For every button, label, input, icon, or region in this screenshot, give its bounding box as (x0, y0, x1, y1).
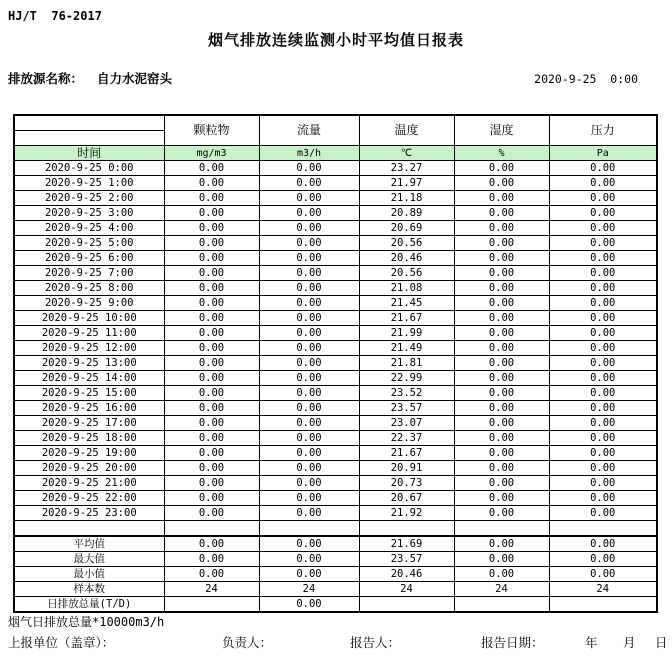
value-cell: 0.00 (454, 461, 549, 476)
value-cell: 0.00 (454, 176, 549, 191)
value-cell: 20.89 (359, 206, 454, 221)
table-row (14, 236, 657, 251)
value-cell: 0.00 (454, 266, 549, 281)
time-cell: 2020-9-25 14:00 (14, 371, 164, 386)
responsible-person-label: 负责人： (222, 635, 273, 650)
value-cell: 23.52 (359, 386, 454, 401)
summary-value-cell: 0.00 (164, 536, 259, 552)
summary-value-cell: 0.00 (549, 567, 657, 582)
value-cell: 0.00 (549, 401, 657, 416)
value-cell: 21.92 (359, 506, 454, 521)
column-header-0: 颗粒物 (164, 115, 259, 146)
emission-source-label: 排放源名称： (8, 71, 84, 86)
time-cell: 2020-9-25 18:00 (14, 431, 164, 446)
summary-label: 样本数 (14, 582, 164, 597)
value-cell: 0.00 (164, 236, 259, 251)
summary-value-cell: 21.69 (359, 536, 454, 552)
time-cell: 2020-9-25 22:00 (14, 491, 164, 506)
value-cell: 23.27 (359, 161, 454, 176)
value-cell: 20.56 (359, 266, 454, 281)
value-cell: 0.00 (454, 431, 549, 446)
time-cell: 2020-9-25 17:00 (14, 416, 164, 431)
value-cell: 0.00 (454, 386, 549, 401)
value-cell: 0.00 (454, 251, 549, 266)
value-cell: 21.08 (359, 281, 454, 296)
summary-value-cell: 0.00 (164, 552, 259, 567)
value-cell: 20.73 (359, 476, 454, 491)
value-cell: 0.00 (164, 506, 259, 521)
unit-cell-4: Pa (549, 146, 657, 161)
month-label: 月 (623, 635, 636, 650)
value-cell: 23.57 (359, 401, 454, 416)
time-cell: 2020-9-25 4:00 (14, 221, 164, 236)
summary-value-cell: 0.00 (549, 536, 657, 552)
value-cell: 0.00 (549, 176, 657, 191)
column-header-3: 湿度 (454, 115, 549, 146)
value-cell: 0.00 (454, 326, 549, 341)
table-row (14, 311, 657, 326)
value-cell: 0.00 (549, 371, 657, 386)
value-cell: 0.00 (259, 206, 359, 221)
summary-value-cell: 0.00 (259, 552, 359, 567)
summary-body (14, 536, 657, 612)
table-header-row-top (14, 115, 657, 131)
table-row (14, 476, 657, 491)
year-label: 年 (585, 635, 598, 650)
emission-source-name: 自力水泥窑头 (97, 71, 173, 86)
summary-value-cell: 0.00 (259, 536, 359, 552)
table-row (14, 176, 657, 191)
summary-label: 最大值 (14, 552, 164, 567)
value-cell: 0.00 (259, 371, 359, 386)
value-cell: 0.00 (454, 401, 549, 416)
value-cell: 0.00 (259, 476, 359, 491)
summary-value-cell (164, 597, 259, 613)
value-cell: 0.00 (549, 476, 657, 491)
time-cell: 2020-9-25 3:00 (14, 206, 164, 221)
summary-row (14, 552, 657, 567)
report-date-label: 报告日期： (481, 635, 544, 650)
summary-row (14, 536, 657, 552)
value-cell: 0.00 (454, 311, 549, 326)
table-row (14, 206, 657, 221)
summary-value-cell: 24 (259, 582, 359, 597)
value-cell: 0.00 (259, 326, 359, 341)
value-cell: 0.00 (454, 356, 549, 371)
unit-row (14, 146, 657, 161)
value-cell: 0.00 (454, 221, 549, 236)
value-cell: 0.00 (164, 371, 259, 386)
table-row (14, 266, 657, 281)
value-cell: 21.45 (359, 296, 454, 311)
value-cell: 0.00 (549, 416, 657, 431)
time-cell: 2020-9-25 20:00 (14, 461, 164, 476)
unit-cell-0: mg/m3 (164, 146, 259, 161)
spacer-cell (549, 521, 657, 537)
time-cell: 2020-9-25 10:00 (14, 311, 164, 326)
time-cell: 2020-9-25 5:00 (14, 236, 164, 251)
value-cell: 0.00 (549, 326, 657, 341)
time-cell: 2020-9-25 7:00 (14, 266, 164, 281)
summary-value-cell (454, 597, 549, 613)
time-cell: 2020-9-25 13:00 (14, 356, 164, 371)
time-cell: 2020-9-25 23:00 (14, 506, 164, 521)
value-cell: 0.00 (259, 401, 359, 416)
table-row (14, 401, 657, 416)
value-cell: 0.00 (259, 281, 359, 296)
table-row (14, 506, 657, 521)
summary-value-cell: 0.00 (454, 536, 549, 552)
summary-value-cell: 24 (454, 582, 549, 597)
value-cell: 0.00 (259, 236, 359, 251)
value-cell: 20.56 (359, 236, 454, 251)
value-cell: 0.00 (549, 221, 657, 236)
value-cell: 0.00 (259, 266, 359, 281)
table-row (14, 296, 657, 311)
value-cell: 0.00 (454, 206, 549, 221)
time-column-header: 时间 (14, 146, 164, 161)
unit-cell-1: m3/h (259, 146, 359, 161)
value-cell: 0.00 (549, 161, 657, 176)
value-cell: 21.67 (359, 311, 454, 326)
value-cell: 22.99 (359, 371, 454, 386)
value-cell: 0.00 (454, 161, 549, 176)
time-cell: 2020-9-25 8:00 (14, 281, 164, 296)
value-cell: 0.00 (549, 236, 657, 251)
value-cell: 0.00 (259, 296, 359, 311)
value-cell: 0.00 (549, 491, 657, 506)
value-cell: 0.00 (164, 251, 259, 266)
value-cell: 0.00 (259, 251, 359, 266)
value-cell: 0.00 (164, 296, 259, 311)
table-row (14, 281, 657, 296)
value-cell: 0.00 (259, 506, 359, 521)
time-cell: 2020-9-25 0:00 (14, 161, 164, 176)
summary-row (14, 567, 657, 582)
value-cell: 21.81 (359, 356, 454, 371)
time-cell: 2020-9-25 21:00 (14, 476, 164, 491)
value-cell: 0.00 (259, 491, 359, 506)
value-cell: 0.00 (164, 281, 259, 296)
table-row (14, 191, 657, 206)
report-datetime: 2020-9-25 0:00 (534, 72, 638, 86)
hourly-average-table (13, 114, 658, 613)
table-row (14, 221, 657, 236)
value-cell: 21.18 (359, 191, 454, 206)
value-cell: 0.00 (259, 191, 359, 206)
day-label: 日 (655, 635, 668, 650)
reporting-unit-label: 上报单位（盖章）： (8, 635, 115, 650)
summary-value-cell: 0.00 (454, 567, 549, 582)
hourly-data-body (14, 161, 657, 537)
summary-value-cell (549, 597, 657, 613)
value-cell: 0.00 (454, 281, 549, 296)
value-cell: 0.00 (164, 191, 259, 206)
value-cell: 0.00 (549, 461, 657, 476)
spacer-cell (14, 521, 164, 537)
value-cell: 0.00 (549, 296, 657, 311)
value-cell: 0.00 (454, 491, 549, 506)
summary-value-cell: 0.00 (454, 552, 549, 567)
value-cell: 0.00 (259, 461, 359, 476)
summary-value-cell: 0.00 (259, 597, 359, 613)
value-cell: 0.00 (259, 431, 359, 446)
value-cell: 0.00 (454, 506, 549, 521)
value-cell: 0.00 (164, 476, 259, 491)
value-cell: 0.00 (259, 161, 359, 176)
table-row (14, 251, 657, 266)
page-title: 烟气排放连续监测小时平均值日报表 (207, 31, 464, 49)
value-cell: 0.00 (549, 251, 657, 266)
value-cell: 0.00 (259, 176, 359, 191)
time-cell: 2020-9-25 9:00 (14, 296, 164, 311)
value-cell: 0.00 (259, 416, 359, 431)
table-row (14, 386, 657, 401)
unit-cell-2: ℃ (359, 146, 454, 161)
value-cell: 20.69 (359, 221, 454, 236)
report-meta-row (8, 69, 638, 87)
time-header-empty-bottom (14, 131, 164, 146)
time-cell: 2020-9-25 2:00 (14, 191, 164, 206)
value-cell: 21.67 (359, 446, 454, 461)
time-header-empty-top (14, 115, 164, 131)
value-cell: 0.00 (549, 281, 657, 296)
time-cell: 2020-9-25 11:00 (14, 326, 164, 341)
spacer-cell (454, 521, 549, 537)
spacer-cell (359, 521, 454, 537)
value-cell: 0.00 (164, 356, 259, 371)
value-cell: 0.00 (454, 476, 549, 491)
value-cell: 21.99 (359, 326, 454, 341)
time-cell: 2020-9-25 12:00 (14, 341, 164, 356)
value-cell: 0.00 (164, 176, 259, 191)
summary-value-cell: 0.00 (259, 567, 359, 582)
value-cell: 0.00 (164, 311, 259, 326)
time-cell: 2020-9-25 6:00 (14, 251, 164, 266)
time-cell: 2020-9-25 1:00 (14, 176, 164, 191)
summary-value-cell: 0.00 (549, 552, 657, 567)
value-cell: 0.00 (259, 356, 359, 371)
value-cell: 0.00 (549, 266, 657, 281)
spacer-cell (259, 521, 359, 537)
table-row (14, 491, 657, 506)
value-cell: 0.00 (454, 341, 549, 356)
time-cell: 2020-9-25 19:00 (14, 446, 164, 461)
value-cell: 0.00 (164, 431, 259, 446)
value-cell: 0.00 (164, 446, 259, 461)
summary-value-cell (359, 597, 454, 613)
value-cell: 0.00 (164, 221, 259, 236)
value-cell: 0.00 (259, 221, 359, 236)
unit-cell-3: % (454, 146, 549, 161)
summary-row (14, 597, 657, 613)
value-cell: 0.00 (164, 206, 259, 221)
spacer-row (14, 521, 657, 537)
value-cell: 0.00 (164, 461, 259, 476)
table-row (14, 341, 657, 356)
table-row (14, 161, 657, 176)
value-cell: 0.00 (549, 446, 657, 461)
time-cell: 2020-9-25 15:00 (14, 386, 164, 401)
value-cell: 0.00 (549, 431, 657, 446)
value-cell: 20.91 (359, 461, 454, 476)
value-cell: 0.00 (549, 386, 657, 401)
table-row (14, 356, 657, 371)
table-row (14, 326, 657, 341)
summary-value-cell: 0.00 (164, 567, 259, 582)
value-cell: 22.37 (359, 431, 454, 446)
summary-row (14, 582, 657, 597)
column-header-1: 流量 (259, 115, 359, 146)
total-emission-note: 烟气日排放总量*10000m3/h (8, 615, 165, 629)
value-cell: 0.00 (164, 161, 259, 176)
summary-label: 最小值 (14, 567, 164, 582)
value-cell: 23.07 (359, 416, 454, 431)
value-cell: 0.00 (164, 341, 259, 356)
value-cell: 0.00 (549, 356, 657, 371)
column-header-2: 温度 (359, 115, 454, 146)
summary-value-cell: 24 (164, 582, 259, 597)
table-row (14, 446, 657, 461)
value-cell: 21.49 (359, 341, 454, 356)
value-cell: 0.00 (164, 401, 259, 416)
value-cell: 0.00 (164, 386, 259, 401)
value-cell: 0.00 (454, 371, 549, 386)
standard-number: HJ/T 76-2017 (8, 9, 102, 23)
value-cell: 0.00 (549, 311, 657, 326)
value-cell: 20.46 (359, 251, 454, 266)
value-cell: 0.00 (259, 341, 359, 356)
value-cell: 0.00 (454, 191, 549, 206)
column-header-4: 压力 (549, 115, 657, 146)
value-cell: 0.00 (549, 506, 657, 521)
value-cell: 0.00 (454, 296, 549, 311)
reporter-label: 报告人： (350, 635, 401, 650)
summary-value-cell: 20.46 (359, 567, 454, 582)
summary-value-cell: 24 (549, 582, 657, 597)
summary-value-cell: 24 (359, 582, 454, 597)
value-cell: 20.67 (359, 491, 454, 506)
value-cell: 0.00 (549, 341, 657, 356)
summary-label: 日排放总量(T/D) (14, 597, 164, 613)
summary-value-cell: 23.57 (359, 552, 454, 567)
emission-source (8, 69, 172, 87)
table-row (14, 431, 657, 446)
table-row (14, 416, 657, 431)
value-cell: 0.00 (164, 491, 259, 506)
value-cell: 21.97 (359, 176, 454, 191)
value-cell: 0.00 (259, 446, 359, 461)
value-cell: 0.00 (454, 416, 549, 431)
value-cell: 0.00 (164, 266, 259, 281)
time-cell: 2020-9-25 16:00 (14, 401, 164, 416)
value-cell: 0.00 (259, 311, 359, 326)
value-cell: 0.00 (549, 206, 657, 221)
spacer-cell (164, 521, 259, 537)
value-cell: 0.00 (454, 236, 549, 251)
value-cell: 0.00 (164, 416, 259, 431)
value-cell: 0.00 (164, 326, 259, 341)
value-cell: 0.00 (549, 191, 657, 206)
table-row (14, 371, 657, 386)
value-cell: 0.00 (454, 446, 549, 461)
value-cell: 0.00 (259, 386, 359, 401)
table-row (14, 461, 657, 476)
summary-label: 平均值 (14, 536, 164, 552)
